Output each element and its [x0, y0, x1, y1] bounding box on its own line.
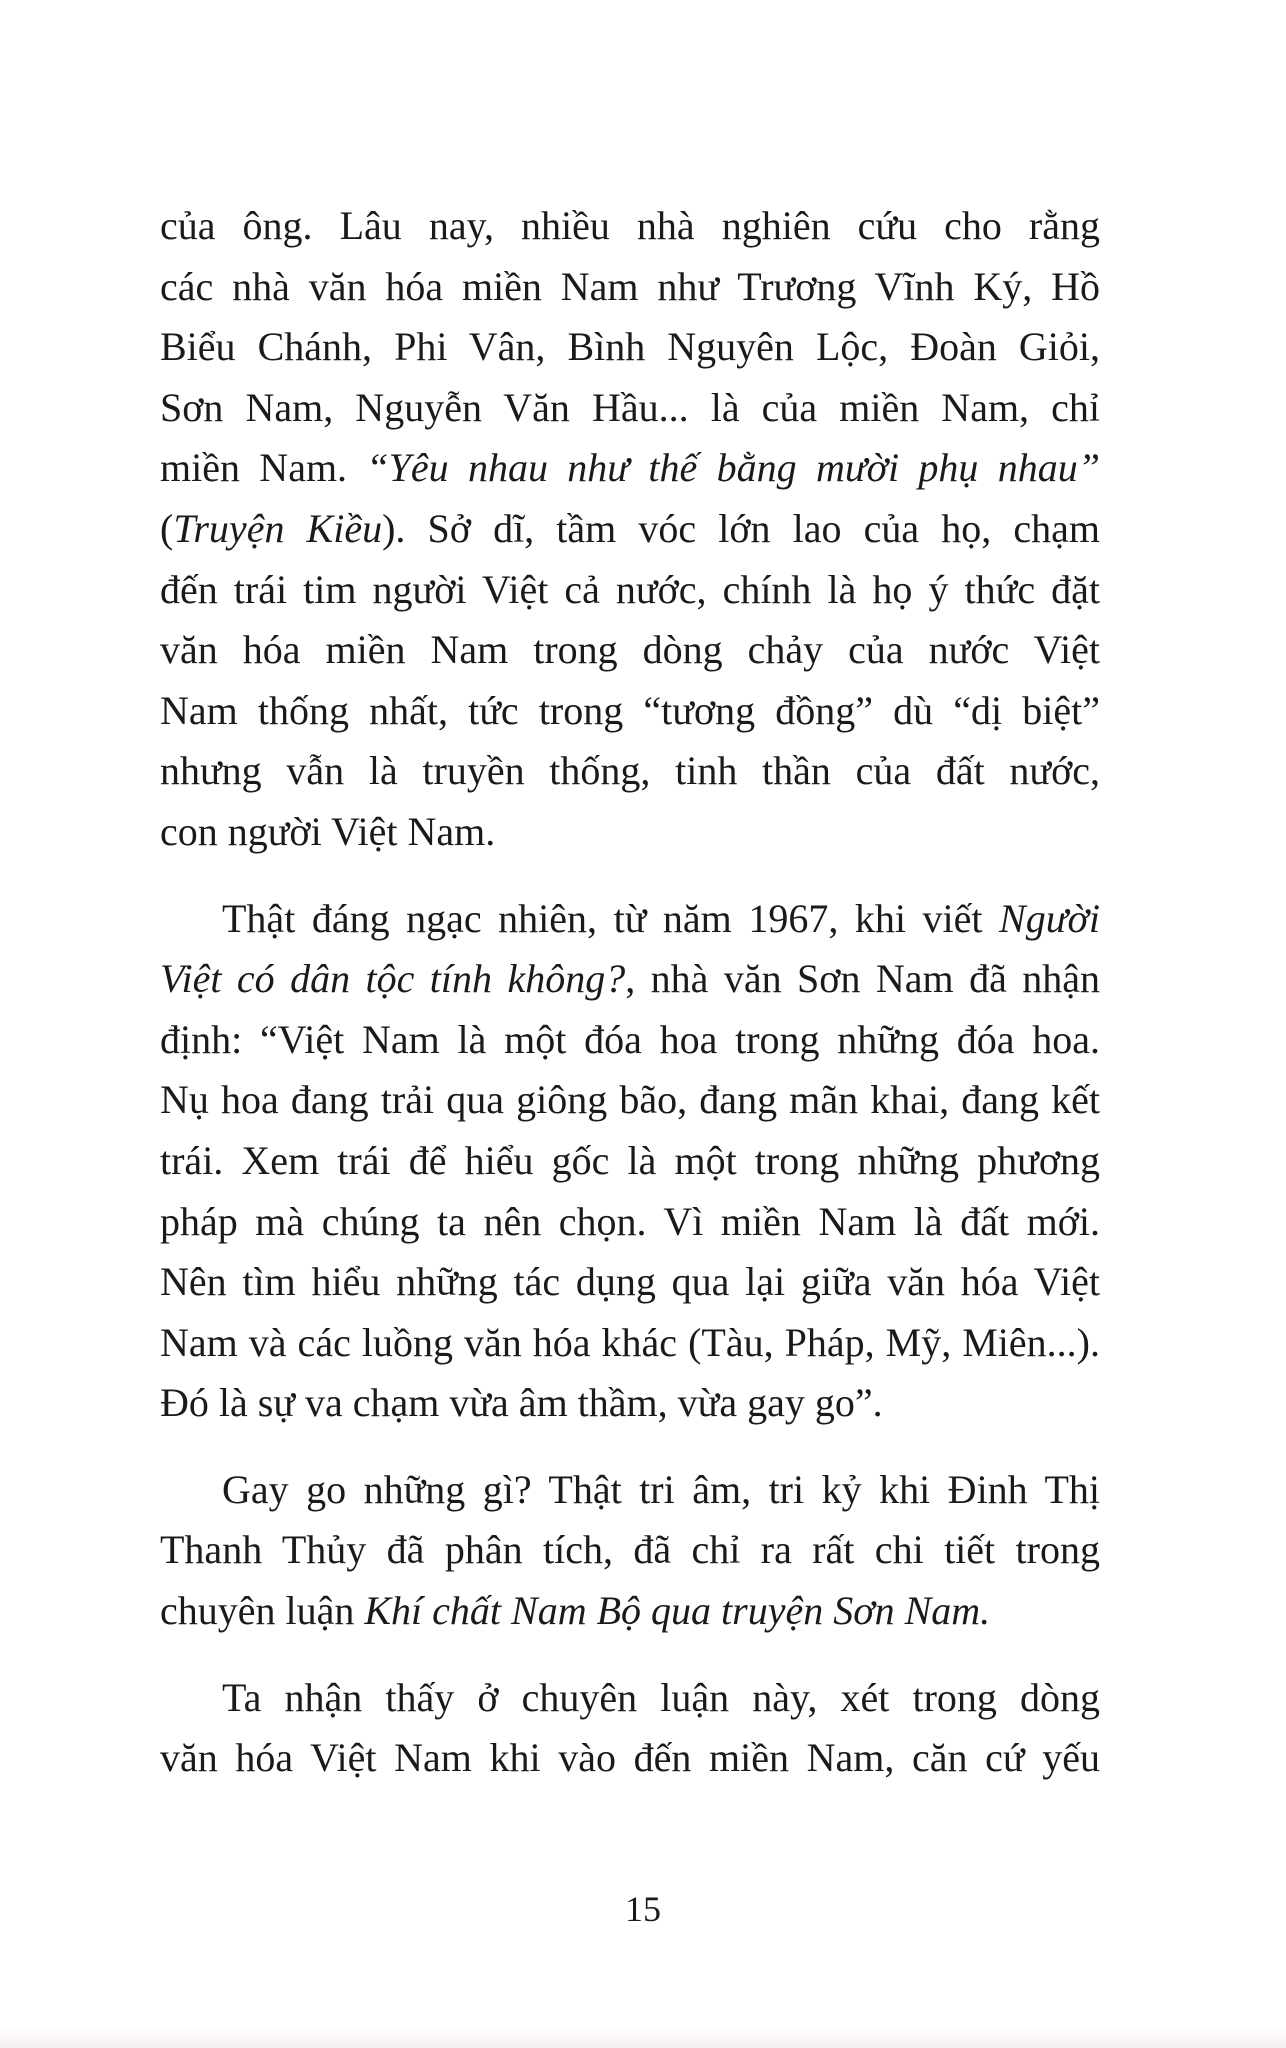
- text-run: các nhà văn hóa miền Nam như Trương Vĩnh Ký, Hồ: [160, 263, 1100, 309]
- text-line: [160, 802, 1100, 863]
- text-line: [160, 1460, 1100, 1521]
- text-line: [160, 1728, 1100, 1789]
- text-run: Nụ hoa đang trải qua giông bão, đang mãn khai, đang kết: [160, 1077, 1100, 1123]
- text-run: của ông. Lâu nay, nhiều nhà nghiên cứu cho rằng: [160, 203, 1100, 248]
- text-run: pháp mà chúng ta nên chọn. Vì miền Nam là đất mới.: [160, 1198, 1100, 1244]
- paragraph: [160, 889, 1100, 1434]
- text-line: [160, 1520, 1100, 1581]
- text-line: [160, 620, 1100, 681]
- text-run: trái. Xem trái để hiểu gốc là một trong những phương: [160, 1137, 1100, 1183]
- text-line: [160, 438, 1100, 499]
- text-line: [160, 1313, 1100, 1374]
- text-run: Biểu Chánh, Phi Vân, Bình Nguyên Lộc, Đoàn Giỏi,: [160, 324, 1100, 370]
- body-text: [160, 196, 1100, 1789]
- text-line: [160, 1131, 1100, 1192]
- text-line: [160, 889, 1100, 950]
- text-run: Nam và các luồng văn hóa khác (Tàu, Pháp, Mỹ, Miên...).: [160, 1319, 1100, 1365]
- text-run: , nhà văn Sơn Nam đã nhận: [625, 956, 1101, 1002]
- text-line: [160, 741, 1100, 802]
- text-run: miền Nam.: [160, 445, 367, 491]
- text-line: [160, 257, 1100, 318]
- text-run: ). Sở dĩ, tầm vóc lớn lao của họ, chạm: [382, 505, 1100, 551]
- paragraph: [160, 196, 1100, 863]
- text-line: [160, 317, 1100, 378]
- italic-text-run: “Yêu nhau như thế bằng mười phụ nhau”: [366, 445, 1101, 491]
- text-line: [160, 949, 1100, 1010]
- text-run: Ta nhận thấy ở chuyên luận này, xét trong dòng: [222, 1674, 1100, 1720]
- text-line: [160, 1010, 1100, 1071]
- text-line: [160, 681, 1100, 742]
- italic-text-run: Người: [999, 895, 1100, 941]
- text-line: [160, 1252, 1100, 1313]
- text-line: [160, 1192, 1100, 1253]
- italic-text-run: Truyện Kiều: [173, 505, 383, 551]
- text-run: con người Việt Nam.: [160, 808, 496, 854]
- text-run: định: “Việt Nam là một đóa hoa trong những đóa hoa.: [160, 1016, 1100, 1062]
- text-run: Nên tìm hiểu những tác dụng qua lại giữa văn hóa Việt: [160, 1259, 1100, 1305]
- paragraph: [160, 1460, 1100, 1642]
- text-run: Gay go những gì? Thật tri âm, tri kỷ khi Đinh Thị: [222, 1466, 1100, 1512]
- text-run: Thanh Thủy đã phân tích, đã chỉ ra rất chi tiết trong: [160, 1527, 1100, 1573]
- italic-text-run: Khí chất Nam Bộ qua truyện Sơn Nam.: [364, 1588, 991, 1634]
- text-run: Đó là sự va chạm vừa âm thầm, vừa gay go”.: [160, 1380, 883, 1426]
- text-line: [160, 560, 1100, 621]
- text-run: văn hóa miền Nam trong dòng chảy của nước Việt: [160, 627, 1100, 673]
- page-bottom-edge: [0, 2028, 1286, 2048]
- text-run: Thật đáng ngạc nhiên, từ năm 1967, khi viết: [222, 895, 1000, 941]
- text-line: [160, 196, 1100, 257]
- text-line: [160, 378, 1100, 439]
- text-run: nhưng vẫn là truyền thống, tinh thần của đất nước,: [160, 748, 1100, 794]
- text-run: Nam thống nhất, tức trong “tương đồng” dù “dị biệt”: [160, 687, 1100, 733]
- text-line: [160, 1373, 1100, 1434]
- text-run: chuyên luận: [160, 1588, 365, 1634]
- page-number: 15: [625, 1889, 661, 1929]
- text-line: [160, 1070, 1100, 1131]
- paragraph: [160, 1668, 1100, 1789]
- text-run: văn hóa Việt Nam khi vào đến miền Nam, căn cứ yếu: [160, 1735, 1100, 1781]
- text-run: Sơn Nam, Nguyễn Văn Hầu... là của miền Nam, chỉ: [160, 384, 1100, 430]
- text-line: [160, 499, 1100, 560]
- text-run: đến trái tim người Việt cả nước, chính là họ ý thức đặt: [160, 566, 1100, 612]
- text-run: (: [160, 505, 174, 551]
- text-line: [160, 1581, 1100, 1642]
- text-line: [160, 1668, 1100, 1729]
- italic-text-run: Việt có dân tộc tính không?: [160, 956, 626, 1002]
